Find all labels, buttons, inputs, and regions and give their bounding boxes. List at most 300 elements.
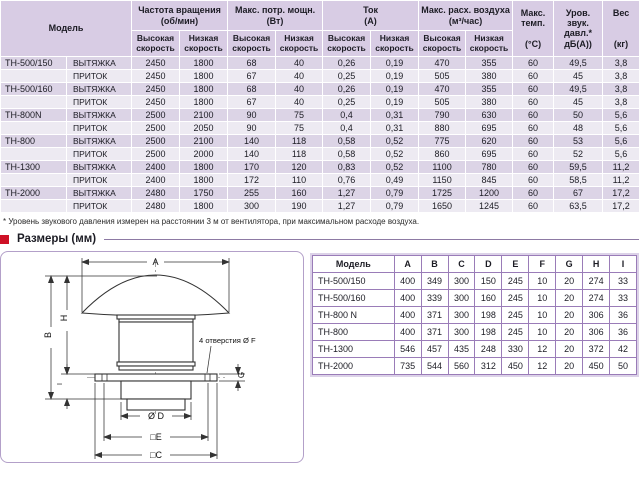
model-header: Модель	[1, 1, 132, 57]
header-row-groups	[1, 1, 639, 31]
value-cell: 60	[513, 200, 554, 213]
value-cell: 172	[228, 174, 276, 187]
value-cell: 68	[228, 83, 276, 96]
value-cell: 1100	[419, 161, 466, 174]
value-cell: 11,2	[603, 161, 639, 174]
col-unit: (кг)	[613, 39, 629, 50]
dims-table-row	[313, 341, 637, 358]
red-square-bullet-icon	[0, 235, 9, 244]
type-cell: ВЫТЯЖКА	[67, 135, 132, 148]
dims-value-cell: 560	[448, 358, 475, 375]
dims-value-cell: 300	[448, 307, 475, 324]
group-rpm-header	[132, 1, 228, 31]
dimensions-table-header	[313, 256, 637, 273]
group-unit: (м³/час)	[448, 15, 483, 26]
dims-value-cell: 735	[394, 358, 421, 375]
value-cell: 40	[276, 96, 323, 109]
value-cell: 0,19	[371, 57, 419, 70]
value-cell: 630	[466, 109, 513, 122]
value-cell: 49,5	[554, 83, 603, 96]
value-cell: 0,31	[371, 109, 419, 122]
group-power-header	[228, 1, 323, 31]
spec-table-body	[1, 57, 639, 213]
dims-value-cell: 372	[583, 341, 610, 358]
value-cell: 380	[466, 70, 513, 83]
model-cell: TH-800	[1, 135, 67, 148]
dims-col-header: F	[529, 256, 556, 273]
value-cell: 505	[419, 96, 466, 109]
value-cell: 845	[466, 174, 513, 187]
value-cell: 5,6	[603, 148, 639, 161]
value-cell: 2050	[180, 122, 228, 135]
dims-value-cell: 20	[556, 358, 583, 375]
dims-col-header: H	[583, 256, 610, 273]
temp-header	[513, 1, 554, 57]
dims-table-row	[313, 358, 637, 375]
value-cell: 40	[276, 83, 323, 96]
dims-value-cell: 20	[556, 324, 583, 341]
value-cell: 53	[554, 135, 603, 148]
value-cell: 2450	[132, 96, 180, 109]
value-cell: 49,5	[554, 57, 603, 70]
speed-low-header: Низкая скорость	[371, 31, 419, 57]
value-cell: 1,27	[323, 187, 371, 200]
value-cell: 2500	[132, 122, 180, 135]
value-cell: 5,6	[603, 135, 639, 148]
speed-high-header: Высокая скорость	[228, 31, 276, 57]
model-cell	[1, 70, 67, 83]
value-cell: 0,4	[323, 122, 371, 135]
dims-value-cell: 450	[502, 358, 529, 375]
dims-value-cell: 306	[583, 307, 610, 324]
value-cell: 48	[554, 122, 603, 135]
value-cell: 5,6	[603, 109, 639, 122]
dimensions-table	[312, 255, 637, 375]
value-cell: 860	[419, 148, 466, 161]
value-cell: 0,49	[371, 174, 419, 187]
value-cell: 2500	[132, 135, 180, 148]
value-cell: 5,6	[603, 122, 639, 135]
dimensions-table-body	[313, 273, 637, 375]
spec-table-row	[1, 109, 639, 122]
value-cell: 2500	[132, 109, 180, 122]
value-cell: 60	[513, 135, 554, 148]
value-cell: 52	[554, 148, 603, 161]
spec-table-row	[1, 122, 639, 135]
value-cell: 695	[466, 122, 513, 135]
dims-value-cell: 36	[610, 324, 637, 341]
spec-table-row	[1, 174, 639, 187]
dim-d-label: Ø D	[147, 411, 165, 421]
dims-value-cell: 160	[475, 290, 502, 307]
value-cell: 1800	[180, 57, 228, 70]
dims-col-header: I	[610, 256, 637, 273]
model-cell	[1, 122, 67, 135]
dims-value-cell: 20	[556, 341, 583, 358]
value-cell: 60	[513, 57, 554, 70]
dims-value-cell: 248	[475, 341, 502, 358]
value-cell: 1800	[180, 174, 228, 187]
value-cell: 3,8	[603, 83, 639, 96]
value-cell: 2100	[180, 109, 228, 122]
value-cell: 1800	[180, 70, 228, 83]
speed-low-header: Низкая скорость	[466, 31, 513, 57]
type-cell: ПРИТОК	[67, 96, 132, 109]
dims-value-cell: 198	[475, 324, 502, 341]
dims-header-row	[313, 256, 637, 273]
value-cell: 0,19	[371, 83, 419, 96]
value-cell: 60	[513, 161, 554, 174]
value-cell: 470	[419, 57, 466, 70]
value-cell: 170	[228, 161, 276, 174]
dims-value-cell: 36	[610, 307, 637, 324]
value-cell: 2500	[132, 148, 180, 161]
value-cell: 40	[276, 57, 323, 70]
value-cell: 67	[554, 187, 603, 200]
type-cell: ВЫТЯЖКА	[67, 83, 132, 96]
value-cell: 1245	[466, 200, 513, 213]
dims-value-cell: 435	[448, 341, 475, 358]
value-cell: 355	[466, 57, 513, 70]
dims-value-cell: 300	[448, 290, 475, 307]
model-cell	[1, 96, 67, 109]
dims-value-cell: 274	[583, 290, 610, 307]
value-cell: 140	[228, 135, 276, 148]
dims-table-row	[313, 290, 637, 307]
fan-cap-dome	[82, 275, 229, 316]
value-cell: 2450	[132, 57, 180, 70]
speed-high-header: Высокая скорость	[132, 31, 180, 57]
value-cell: 1800	[180, 200, 228, 213]
value-cell: 0,19	[371, 70, 419, 83]
model-cell	[1, 200, 67, 213]
spec-table-row	[1, 135, 639, 148]
dims-value-cell: 20	[556, 307, 583, 324]
model-cell	[1, 148, 67, 161]
value-cell: 17,2	[603, 187, 639, 200]
speed-high-header: Высокая скорость	[419, 31, 466, 57]
value-cell: 75	[276, 122, 323, 135]
dims-value-cell: 245	[502, 307, 529, 324]
group-airflow-header	[419, 1, 513, 31]
dims-value-cell: 10	[529, 273, 556, 290]
value-cell: 60	[513, 70, 554, 83]
value-cell: 355	[466, 83, 513, 96]
dims-model-cell: TH-500/150	[313, 273, 395, 290]
group-unit: (А)	[364, 15, 377, 26]
value-cell: 2450	[132, 70, 180, 83]
dims-table-row	[313, 324, 637, 341]
group-current-header	[323, 1, 419, 31]
value-cell: 0,19	[371, 96, 419, 109]
dims-col-header: G	[556, 256, 583, 273]
value-cell: 1800	[180, 83, 228, 96]
dims-value-cell: 450	[583, 358, 610, 375]
value-cell: 45	[554, 96, 603, 109]
value-cell: 17,2	[603, 200, 639, 213]
value-cell: 67	[228, 96, 276, 109]
fan-technical-drawing	[0, 251, 304, 463]
dims-value-cell: 400	[394, 290, 421, 307]
heading-rule	[104, 239, 639, 240]
value-cell: 0,83	[323, 161, 371, 174]
value-cell: 0,25	[323, 96, 371, 109]
value-cell: 0,79	[371, 187, 419, 200]
value-cell: 790	[419, 109, 466, 122]
value-cell: 0,52	[371, 148, 419, 161]
value-cell: 59,5	[554, 161, 603, 174]
value-cell: 40	[276, 70, 323, 83]
value-cell: 0,79	[371, 200, 419, 213]
dims-col-header: D	[475, 256, 502, 273]
col-title: Макс. темп.	[520, 7, 546, 28]
dims-table-row	[313, 273, 637, 290]
dims-value-cell: 198	[475, 307, 502, 324]
dims-value-cell: 306	[583, 324, 610, 341]
spec-table-row	[1, 187, 639, 200]
group-title: Макс. расх. воздуха	[421, 5, 510, 16]
value-cell: 67	[228, 70, 276, 83]
value-cell: 120	[276, 161, 323, 174]
dim-c-label: □C	[150, 450, 162, 460]
dims-value-cell: 20	[556, 273, 583, 290]
value-cell: 110	[276, 174, 323, 187]
speed-low-header: Низкая скорость	[276, 31, 323, 57]
dims-model-cell: TH-1300	[313, 341, 395, 358]
dims-value-cell: 245	[502, 290, 529, 307]
value-cell: 68	[228, 57, 276, 70]
value-cell: 0,52	[371, 135, 419, 148]
dims-value-cell: 300	[448, 324, 475, 341]
dims-value-cell: 42	[610, 341, 637, 358]
value-cell: 0,58	[323, 135, 371, 148]
dimensions-content	[0, 251, 639, 463]
dims-value-cell: 245	[502, 324, 529, 341]
value-cell: 0,58	[323, 148, 371, 161]
spec-table-row	[1, 70, 639, 83]
value-cell: 60	[513, 174, 554, 187]
value-cell: 60	[513, 83, 554, 96]
group-unit: (об/мин)	[160, 15, 199, 26]
sound-level-footnote: * Уровень звукового давления измерен на расстоянии 3 м от вентилятора, при максимальном расходе воздуха.	[3, 217, 420, 226]
value-cell: 1200	[466, 187, 513, 200]
value-cell: 190	[276, 200, 323, 213]
value-cell: 0,25	[323, 70, 371, 83]
group-unit: (Вт)	[266, 15, 284, 26]
model-cell: TH-800N	[1, 109, 67, 122]
value-cell: 1750	[180, 187, 228, 200]
dims-model-cell: TH-500/160	[313, 290, 395, 307]
dims-model-cell: TH-800 N	[313, 307, 395, 324]
dims-value-cell: 300	[448, 273, 475, 290]
group-title: Макс. потр. мощн.	[234, 5, 316, 16]
value-cell: 1150	[419, 174, 466, 187]
value-cell: 3,8	[603, 70, 639, 83]
value-cell: 75	[276, 109, 323, 122]
type-cell: ПРИТОК	[67, 70, 132, 83]
dims-value-cell: 400	[394, 307, 421, 324]
dims-value-cell: 546	[394, 341, 421, 358]
value-cell: 90	[228, 122, 276, 135]
weight-header	[603, 1, 639, 57]
value-cell: 3,8	[603, 96, 639, 109]
type-cell: ВЫТЯЖКА	[67, 57, 132, 70]
value-cell: 0,76	[323, 174, 371, 187]
value-cell: 50	[554, 109, 603, 122]
col-unit: (°С)	[524, 39, 542, 50]
value-cell: 58,5	[554, 174, 603, 187]
speed-low-header: Низкая скорость	[180, 31, 228, 57]
dims-value-cell: 12	[529, 358, 556, 375]
group-title: Частота вращения	[138, 5, 221, 16]
type-cell: ПРИТОК	[67, 122, 132, 135]
value-cell: 775	[419, 135, 466, 148]
value-cell: 1650	[419, 200, 466, 213]
dims-col-header: E	[502, 256, 529, 273]
value-cell: 2400	[132, 174, 180, 187]
dims-value-cell: 150	[475, 273, 502, 290]
value-cell: 1725	[419, 187, 466, 200]
spec-table-header	[1, 1, 639, 57]
dimensions-table-wrapper	[310, 253, 639, 377]
dims-value-cell: 10	[529, 307, 556, 324]
value-cell: 620	[466, 135, 513, 148]
value-cell: 63,5	[554, 200, 603, 213]
value-cell: 90	[228, 109, 276, 122]
holes-callout-label: 4 отверстия Ø F	[199, 336, 256, 345]
group-title: Ток	[363, 5, 378, 16]
type-cell: ВЫТЯЖКА	[67, 109, 132, 122]
value-cell: 0,26	[323, 57, 371, 70]
dims-model-header: Модель	[313, 256, 395, 273]
dims-value-cell: 10	[529, 290, 556, 307]
value-cell: 60	[513, 96, 554, 109]
value-cell: 2480	[132, 200, 180, 213]
value-cell: 505	[419, 70, 466, 83]
dims-value-cell: 330	[502, 341, 529, 358]
model-cell: TH-1300	[1, 161, 67, 174]
model-cell: TH-2000	[1, 187, 67, 200]
dims-value-cell: 50	[610, 358, 637, 375]
dims-value-cell: 400	[394, 324, 421, 341]
value-cell: 160	[276, 187, 323, 200]
value-cell: 780	[466, 161, 513, 174]
value-cell: 2480	[132, 187, 180, 200]
value-cell: 2000	[180, 148, 228, 161]
value-cell: 1,27	[323, 200, 371, 213]
spec-table-row	[1, 57, 639, 70]
dims-value-cell: 33	[610, 290, 637, 307]
dim-h-label: H	[59, 314, 69, 322]
dims-table-row	[313, 307, 637, 324]
dim-e-label: □E	[150, 432, 162, 442]
value-cell: 0,31	[371, 122, 419, 135]
dims-value-cell: 33	[610, 273, 637, 290]
speed-high-header: Высокая скорость	[323, 31, 371, 57]
col-title: Вес	[612, 7, 630, 18]
dims-value-cell: 371	[421, 307, 448, 324]
dims-value-cell: 339	[421, 290, 448, 307]
spec-table	[0, 0, 639, 213]
value-cell: 3,8	[603, 57, 639, 70]
dims-col-header: C	[448, 256, 475, 273]
value-cell: 2100	[180, 135, 228, 148]
spec-table-row	[1, 148, 639, 161]
value-cell: 0,26	[323, 83, 371, 96]
type-cell: ВЫТЯЖКА	[67, 161, 132, 174]
model-cell: TH-500/160	[1, 83, 67, 96]
fan-drawing-svg	[1, 252, 302, 462]
spec-table-row	[1, 161, 639, 174]
value-cell: 470	[419, 83, 466, 96]
value-cell: 2400	[132, 161, 180, 174]
value-cell: 11,2	[603, 174, 639, 187]
value-cell: 255	[228, 187, 276, 200]
value-cell: 118	[276, 135, 323, 148]
dims-value-cell: 544	[421, 358, 448, 375]
dims-value-cell: 400	[394, 273, 421, 290]
value-cell: 0,4	[323, 109, 371, 122]
model-cell	[1, 174, 67, 187]
dims-value-cell: 10	[529, 324, 556, 341]
dims-value-cell: 371	[421, 324, 448, 341]
type-cell: ПРИТОК	[67, 148, 132, 161]
dims-model-cell: TH-800	[313, 324, 395, 341]
dims-model-cell: TH-2000	[313, 358, 395, 375]
sound-header	[554, 1, 603, 57]
dims-value-cell: 245	[502, 273, 529, 290]
dim-b-label: B	[43, 331, 53, 339]
mounting-flange	[95, 374, 217, 381]
spec-table-row	[1, 83, 639, 96]
value-cell: 1800	[180, 96, 228, 109]
section-title: Размеры (мм)	[17, 233, 97, 245]
dims-value-cell: 349	[421, 273, 448, 290]
value-cell: 880	[419, 122, 466, 135]
spec-table-row	[1, 96, 639, 109]
value-cell: 1800	[180, 161, 228, 174]
spec-table-row	[1, 200, 639, 213]
value-cell: 380	[466, 96, 513, 109]
value-cell: 118	[276, 148, 323, 161]
dim-g-label: G	[237, 371, 246, 379]
value-cell: 695	[466, 148, 513, 161]
dims-value-cell: 312	[475, 358, 502, 375]
value-cell: 140	[228, 148, 276, 161]
dims-value-cell: 12	[529, 341, 556, 358]
dimensions-section-heading	[0, 233, 639, 245]
dim-i-label: I	[57, 383, 64, 385]
value-cell: 45	[554, 70, 603, 83]
value-cell: 60	[513, 187, 554, 200]
dims-col-header: B	[421, 256, 448, 273]
value-cell: 60	[513, 148, 554, 161]
col-title: Уров. звук. давл.*	[564, 7, 592, 38]
dims-col-header: A	[394, 256, 421, 273]
type-cell: ВЫТЯЖКА	[67, 187, 132, 200]
value-cell: 300	[228, 200, 276, 213]
value-cell: 60	[513, 109, 554, 122]
dim-a-label: A	[152, 257, 159, 267]
value-cell: 60	[513, 122, 554, 135]
model-cell: TH-500/150	[1, 57, 67, 70]
value-cell: 0,52	[371, 161, 419, 174]
dims-value-cell: 20	[556, 290, 583, 307]
holes-leader-line	[207, 346, 211, 373]
type-cell: ПРИТОК	[67, 174, 132, 187]
type-cell: ПРИТОК	[67, 200, 132, 213]
col-unit: дБ(А))	[564, 39, 592, 50]
